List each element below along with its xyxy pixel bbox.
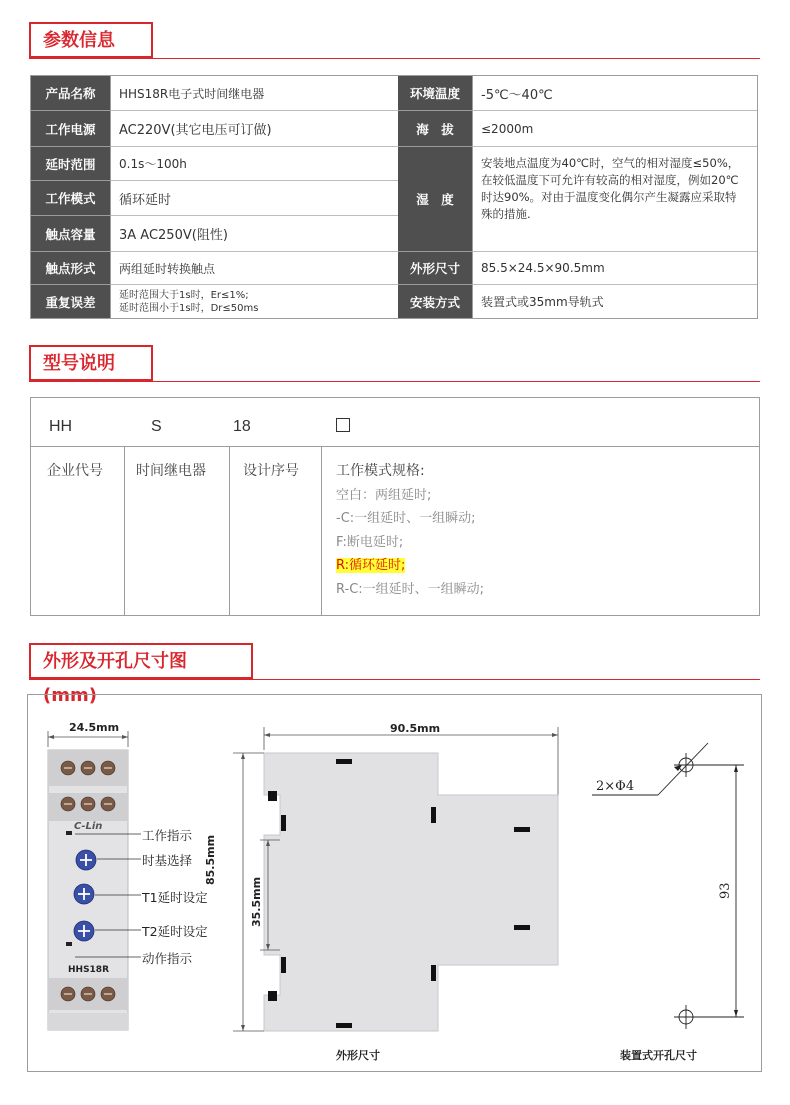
mode-item-highlighted [336, 554, 484, 578]
repeat-error-line2: 延时范围小于1s时，Dr≤50ms [119, 302, 259, 314]
model-col-divider [321, 446, 322, 616]
model-col-divider [229, 446, 230, 616]
model-divider [31, 446, 759, 447]
spec-value-altitude: ≤2000m [472, 111, 757, 147]
spec-label-product-name: 产品名称 [31, 76, 110, 111]
hole-diameter-label: 2×Φ4 [596, 779, 635, 794]
section-title-params: 参数信息 [29, 22, 153, 58]
model-table [30, 397, 760, 616]
mode-item: -C:一组延时、一组瞬动; [336, 511, 476, 526]
model-col-design: 设计序号 [243, 463, 299, 479]
rail-dimension-label: 35.5mm [250, 876, 263, 927]
relay-side-view [233, 727, 558, 1031]
spec-label-contact-capacity: 触点容量 [31, 216, 110, 252]
relay-front-view [48, 731, 141, 1030]
callout-t2-setting: T2延时设定 [142, 924, 208, 939]
height-dimension-label: 85.5mm [204, 834, 217, 885]
model-code-company: HH [49, 418, 73, 435]
spec-label-contact-form: 触点形式 [31, 252, 110, 285]
spec-value-work-mode: 循环延时 [110, 181, 398, 216]
section-divider [29, 381, 760, 382]
model-col-divider [124, 446, 125, 616]
spec-value-contact-form: 两组延时转换触点 [110, 252, 398, 285]
spec-value-humidity: 安装地点温度为40℃时，空气的相对湿度≤50%，在较低温度下可允许有较高的相对湿度，例如20℃时达90%。对由于温度变化偶尔产生凝露应采取特殊的措施. [472, 147, 757, 252]
caption-outline-dimensions: 外形尺寸 [336, 1049, 380, 1062]
spec-label-altitude: 海 拔 [398, 111, 472, 147]
brand-logo-text: C-Lin [74, 821, 103, 832]
mode-item: R-C:一组延时、一组瞬动; [336, 581, 485, 597]
spec-label-dimensions: 外形尺寸 [398, 252, 472, 285]
spec-value-product-name: HHS18R电子式时间继电器 [110, 76, 398, 111]
spec-value-dimensions: 85.5×24.5×90.5mm [472, 252, 757, 285]
caption-mounting-hole: 装置式开孔尺寸 [620, 1049, 697, 1062]
spec-label-work-mode: 工作模式 [31, 181, 110, 216]
callout-work-indicator: 工作指示 [142, 828, 193, 843]
spec-label-humidity: 湿 度 [398, 147, 472, 252]
spec-value-repeat-error [110, 285, 398, 318]
model-col-relay: 时间继电器 [136, 463, 206, 479]
depth-dimension-label: 90.5mm [390, 722, 441, 735]
callout-timebase-select: 时基选择 [142, 853, 193, 868]
spec-label-ambient-temp: 环境温度 [398, 76, 472, 111]
model-code-type: S [151, 418, 162, 435]
width-dimension-label: 24.5mm [69, 721, 120, 734]
section-divider [29, 679, 760, 680]
section-title-dimensions: 外形及开孔尺寸图(mm) [29, 643, 253, 679]
mode-highlight-text: R:循环延时; [336, 558, 406, 573]
dimension-figure [27, 694, 762, 1072]
spec-label-delay-range: 延时范围 [31, 147, 110, 181]
mode-item: F:断电延时; [336, 534, 404, 550]
spec-value-contact-capacity: 3A AC250V(阻性) [110, 216, 398, 252]
spec-table [30, 75, 758, 319]
spec-value-power: AC220V(其它电压可订做) [110, 111, 398, 147]
model-code-series: 18 [233, 418, 251, 435]
model-mode-placeholder-box [336, 418, 350, 432]
section-title-model: 型号说明 [29, 345, 153, 381]
section-divider [29, 58, 760, 59]
model-col-company: 企业代号 [47, 463, 103, 479]
device-model-text: HHS18R [68, 965, 110, 975]
spec-value-ambient-temp: -5℃～40℃ [472, 76, 757, 111]
mode-item: 空白：两组延时; [336, 487, 432, 503]
dimension-drawing [28, 695, 761, 1071]
spec-label-mounting: 安装方式 [398, 285, 472, 318]
spec-value-mounting: 装置式或35mm导轨式 [472, 285, 757, 318]
hole-spacing-label: 93 [718, 882, 733, 899]
mode-spec-list [336, 460, 484, 601]
mode-spec-title: 工作模式规格: [336, 463, 425, 479]
repeat-error-line1: 延时范围大于1s时，Er≤1%; [119, 289, 249, 301]
spec-label-power: 工作电源 [31, 111, 110, 147]
spec-label-repeat-error: 重复误差 [31, 285, 110, 318]
spec-value-delay-range: 0.1s～100h [110, 147, 398, 181]
callout-action-indicator: 动作指示 [142, 951, 193, 966]
callout-t1-setting: T1延时设定 [142, 890, 208, 905]
